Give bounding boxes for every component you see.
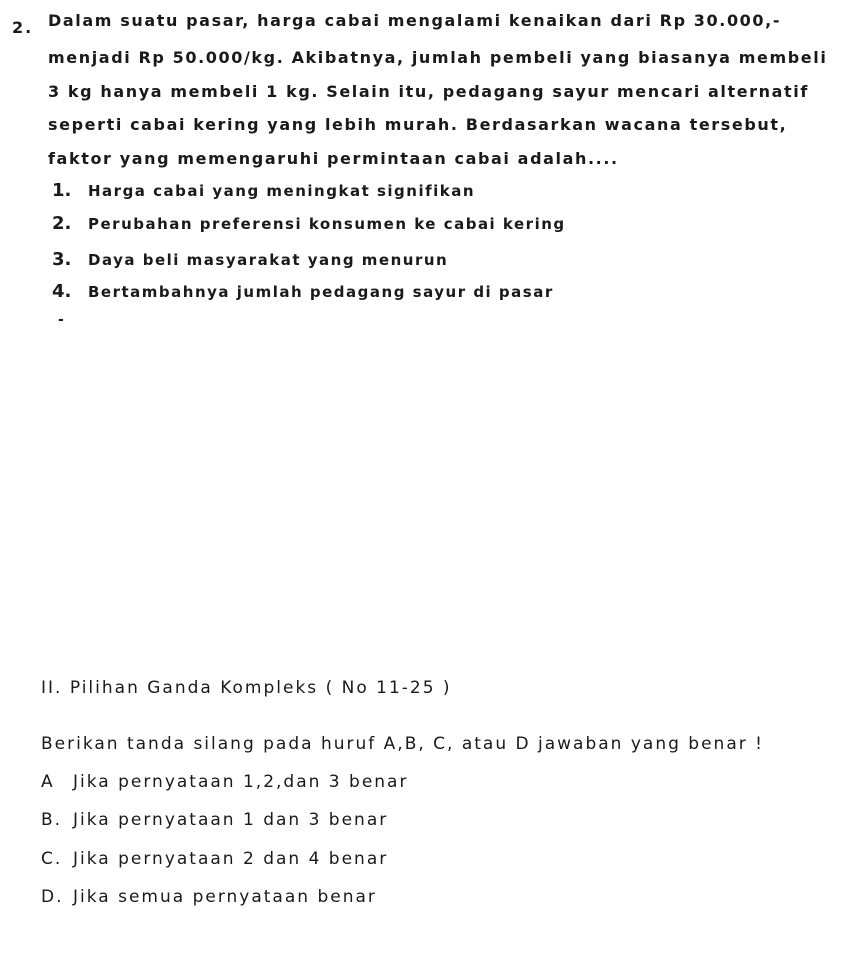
option-a: [41, 772, 408, 792]
option-text: Jika pernyataan 1 dan 3 benar: [73, 810, 389, 830]
statement-text: Perubahan preferensi konsumen ke cabai kering: [88, 215, 566, 233]
question-text-line-3: 3 kg hanya membeli 1 kg. Selain itu, pedagang sayur mencari alternatif: [48, 82, 809, 101]
question-text-line-1: Dalam suatu pasar, harga cabai mengalami kenaikan dari Rp 30.000,-: [48, 11, 782, 30]
question-text-line-5: faktor yang memengaruhi permintaan cabai adalah....: [48, 149, 619, 168]
statement-number: 2.: [52, 213, 72, 234]
option-letter: B.: [41, 810, 63, 830]
option-text: Jika semua pernyataan benar: [73, 887, 377, 907]
section-instruction: Berikan tanda silang pada huruf A,B, C, atau D jawaban yang benar !: [41, 734, 764, 754]
question-text-line-2: menjadi Rp 50.000/kg. Akibatnya, jumlah pembeli yang biasanya membeli: [48, 48, 828, 67]
statement-number: 4.: [52, 281, 72, 302]
statement-text: Daya beli masyarakat yang menurun: [88, 251, 449, 269]
option-d: [41, 887, 377, 907]
statement-1: [52, 181, 475, 201]
option-letter: C.: [41, 849, 63, 869]
option-letter: A: [41, 772, 55, 792]
option-c: [41, 849, 388, 869]
option-text: Jika pernyataan 1,2,dan 3 benar: [73, 772, 409, 792]
statement-text: Harga cabai yang meningkat signifikan: [88, 182, 476, 200]
statement-3: [52, 250, 448, 270]
statement-2: [52, 214, 566, 234]
trailing-dash: -: [58, 312, 66, 328]
section-title: II. Pilihan Ganda Kompleks ( No 11-25 ): [41, 678, 452, 698]
option-text: Jika pernyataan 2 dan 4 benar: [73, 849, 389, 869]
statement-4: [52, 282, 554, 302]
question-text-line-4: seperti cabai kering yang lebih murah. Berdasarkan wacana tersebut,: [48, 115, 788, 134]
option-letter: D.: [41, 887, 64, 907]
statement-number: 3.: [52, 249, 72, 270]
question-number: 2.: [12, 18, 34, 37]
option-b: [41, 810, 388, 830]
statement-text: Bertambahnya jumlah pedagang sayur di pasar: [88, 283, 554, 301]
statement-number: 1.: [52, 180, 72, 201]
